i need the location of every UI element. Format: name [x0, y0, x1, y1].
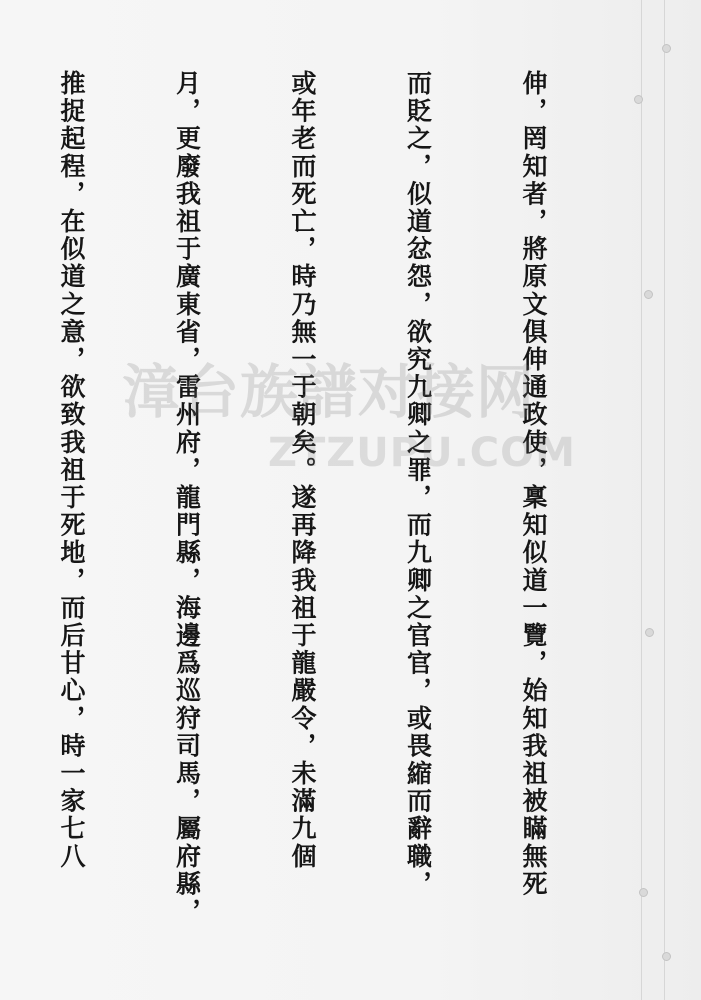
page-fold-line [641, 0, 642, 1000]
binding-hole [645, 628, 654, 637]
page-fold-line [664, 0, 665, 1000]
text-column: 或年老而死亡，時乃無一于朝矣。遂再降我祖于龍嚴令，未滿九個 [288, 70, 317, 871]
binding-hole [634, 95, 643, 104]
binding-hole [662, 44, 671, 53]
text-column: 伸，罔知者，將原文俱伸通政使，稟知似道一覽，始知我祖被瞞無死 [519, 70, 548, 898]
text-column: 而貶之，似道忿怨，欲究九卿之罪，而九卿之官官，或畏縮而辭職， [403, 70, 433, 898]
binding-hole [662, 952, 671, 961]
watermark-url: ZTZUPU.COM [268, 430, 576, 476]
text-column: 推捉起程，在似道之意，欲致我祖于死地，而后甘心，時一家七八 [57, 70, 86, 871]
binding-hole [644, 290, 653, 299]
text-column: 月，更廢我祖于廣東省，雷州府，龍門縣，海邊爲巡狩司馬，屬府縣， [172, 70, 202, 926]
watermark-text: 漳台族譜对接网 [122, 358, 536, 426]
vertical-text-body [29, 70, 629, 940]
binding-hole [639, 888, 648, 897]
